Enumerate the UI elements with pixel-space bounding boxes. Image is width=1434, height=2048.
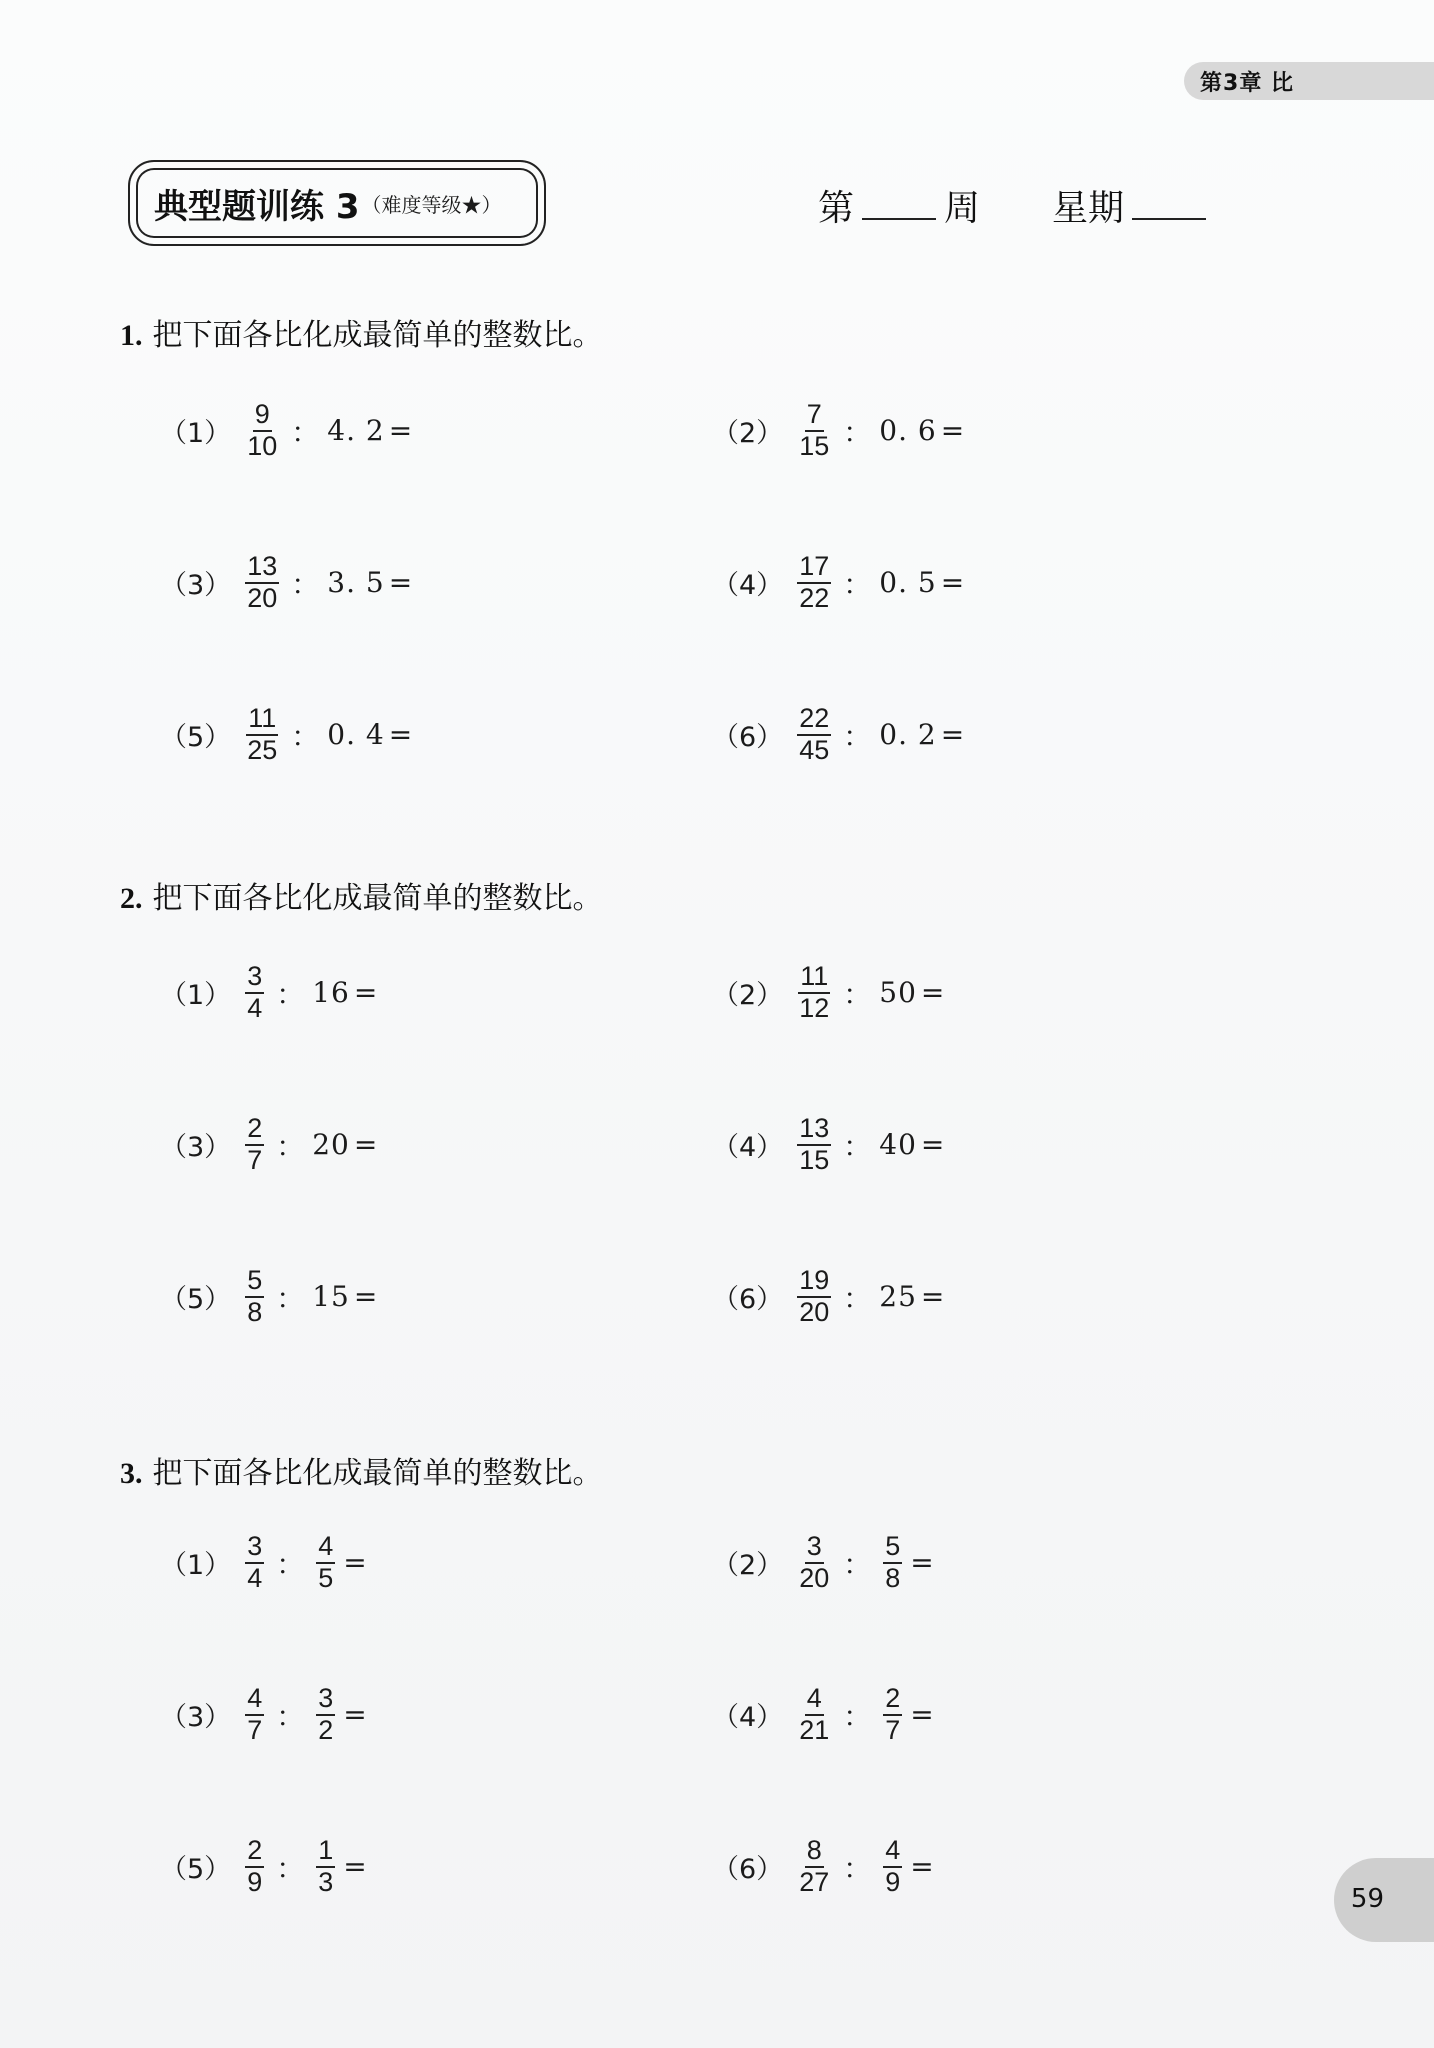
problem-index: （3） xyxy=(160,570,232,602)
schedule-line xyxy=(818,180,1214,231)
denominator: 4 xyxy=(247,992,263,1023)
numerator: 4 xyxy=(883,1836,902,1868)
fraction xyxy=(245,1266,264,1327)
fraction xyxy=(797,962,831,1023)
problem-item xyxy=(160,552,412,613)
fraction xyxy=(316,1836,335,1897)
ratio-value: 40 xyxy=(879,1128,917,1162)
problem-item xyxy=(160,1266,377,1327)
colon-symbol: ： xyxy=(291,719,320,753)
page-number-tab xyxy=(1334,1858,1434,1942)
colon-symbol: ： xyxy=(843,1547,872,1581)
section-title: 3. 把下面各比化成最简单的整数比。 xyxy=(120,1456,603,1491)
problem-index: （4） xyxy=(712,1132,784,1164)
ratio-value: 15 xyxy=(312,1280,350,1314)
ratio-value: 20 xyxy=(312,1128,350,1162)
problem-item xyxy=(160,1114,377,1175)
day-label: 星期 xyxy=(1052,188,1125,229)
ratio-value: 4. 2 xyxy=(327,414,385,448)
denominator: 7 xyxy=(247,1714,263,1745)
exercise-title: 典型题训练 3 xyxy=(154,186,360,227)
denominator: 8 xyxy=(247,1296,263,1327)
colon-symbol: ： xyxy=(843,1699,872,1733)
numerator: 9 xyxy=(253,400,272,432)
denominator: 20 xyxy=(799,1562,830,1593)
fraction xyxy=(245,1684,264,1745)
colon-symbol: ： xyxy=(843,415,872,449)
denominator: 9 xyxy=(885,1866,901,1897)
equals-sign: = xyxy=(343,1850,367,1884)
problem-index: （5） xyxy=(160,1284,232,1316)
ratio-value: 0. 2 xyxy=(879,718,937,752)
numerator: 13 xyxy=(797,1114,831,1146)
problem-item xyxy=(712,1684,934,1745)
fraction xyxy=(245,552,279,613)
numerator: 2 xyxy=(245,1836,264,1868)
problem-item xyxy=(712,1266,944,1327)
numerator: 11 xyxy=(798,962,830,994)
problem-index: （5） xyxy=(160,722,232,754)
numerator: 22 xyxy=(797,704,831,736)
fraction xyxy=(245,704,279,765)
problem-index: （5） xyxy=(160,1854,232,1886)
denominator: 2 xyxy=(318,1714,334,1745)
denominator: 20 xyxy=(247,582,278,613)
problem-index: （2） xyxy=(712,418,784,450)
fraction xyxy=(316,1532,335,1593)
problem-index: （6） xyxy=(712,1854,784,1886)
problem-item xyxy=(712,400,964,461)
problem-item xyxy=(712,704,964,765)
colon-symbol: ： xyxy=(276,1281,305,1315)
equals-sign: = xyxy=(388,566,413,600)
section-title: 2. 把下面各比化成最简单的整数比。 xyxy=(120,881,603,916)
problem-item xyxy=(712,552,964,613)
problem-item xyxy=(712,962,944,1023)
fraction xyxy=(316,1684,335,1745)
problem-index: （3） xyxy=(160,1132,232,1164)
fraction xyxy=(797,1836,831,1897)
denominator: 4 xyxy=(247,1562,263,1593)
numerator: 1 xyxy=(316,1836,335,1868)
ratio-value: 0. 5 xyxy=(879,566,937,600)
equals-sign: = xyxy=(388,718,413,752)
fraction xyxy=(245,962,264,1023)
equals-sign: = xyxy=(910,1546,934,1580)
numerator: 5 xyxy=(245,1266,264,1298)
numerator: 4 xyxy=(316,1532,335,1564)
problem-item xyxy=(160,962,377,1023)
section-2 xyxy=(120,873,1320,917)
numerator: 11 xyxy=(246,704,278,736)
exercise-title-box xyxy=(128,160,546,246)
problem-index: （4） xyxy=(712,1702,784,1734)
colon-symbol: ： xyxy=(843,719,872,753)
colon-symbol: ： xyxy=(276,1851,305,1885)
difficulty-label: （难度等级★） xyxy=(361,192,502,217)
colon-symbol: ： xyxy=(843,567,872,601)
chapter-label: 第3章 比 xyxy=(1200,71,1294,96)
numerator: 13 xyxy=(245,552,279,584)
denominator: 20 xyxy=(799,1296,830,1327)
denominator: 22 xyxy=(799,582,830,613)
colon-symbol: ： xyxy=(843,1851,872,1885)
ratio-value: 0. 4 xyxy=(327,718,385,752)
colon-symbol: ： xyxy=(843,977,872,1011)
equals-sign: = xyxy=(940,718,965,752)
week-prefix: 第 xyxy=(818,188,855,229)
colon-symbol: ： xyxy=(843,1281,872,1315)
page-number: 59 xyxy=(1350,1884,1384,1914)
equals-sign: = xyxy=(343,1546,367,1580)
denominator: 7 xyxy=(885,1714,901,1745)
equals-sign: = xyxy=(910,1850,934,1884)
colon-symbol: ： xyxy=(843,1129,872,1163)
denominator: 8 xyxy=(885,1562,901,1593)
denominator: 15 xyxy=(799,430,830,461)
numerator: 19 xyxy=(797,1266,831,1298)
equals-sign: = xyxy=(940,566,965,600)
problem-item xyxy=(712,1836,934,1897)
fraction xyxy=(883,1684,902,1745)
denominator: 5 xyxy=(318,1562,334,1593)
equals-sign: = xyxy=(343,1698,367,1732)
problem-item xyxy=(160,1836,367,1897)
equals-sign: = xyxy=(920,1128,945,1162)
problem-item xyxy=(160,1532,367,1593)
ratio-value: 0. 6 xyxy=(879,414,937,448)
colon-symbol: ： xyxy=(276,977,305,1011)
fraction xyxy=(245,1532,264,1593)
problem-index: （1） xyxy=(160,418,232,450)
problem-index: （2） xyxy=(712,1550,784,1582)
problem-item xyxy=(160,704,412,765)
ratio-value: 3. 5 xyxy=(327,566,385,600)
problem-index: （6） xyxy=(712,722,784,754)
denominator: 25 xyxy=(247,734,278,765)
denominator: 21 xyxy=(799,1714,830,1745)
fraction xyxy=(797,1532,831,1593)
fraction xyxy=(797,1684,831,1745)
colon-symbol: ： xyxy=(291,415,320,449)
fraction xyxy=(797,552,831,613)
problem-index: （1） xyxy=(160,1550,232,1582)
denominator: 7 xyxy=(247,1144,263,1175)
fraction xyxy=(883,1836,902,1897)
numerator: 3 xyxy=(316,1684,335,1716)
colon-symbol: ： xyxy=(276,1547,305,1581)
numerator: 2 xyxy=(883,1684,902,1716)
fraction xyxy=(245,400,279,461)
numerator: 4 xyxy=(805,1684,824,1716)
section-1 xyxy=(120,310,1320,354)
denominator: 12 xyxy=(799,992,830,1023)
problem-item xyxy=(712,1114,944,1175)
denominator: 10 xyxy=(247,430,278,461)
numerator: 3 xyxy=(245,1532,264,1564)
numerator: 4 xyxy=(245,1684,264,1716)
numerator: 7 xyxy=(805,400,824,432)
equals-sign: = xyxy=(940,414,965,448)
colon-symbol: ： xyxy=(276,1129,305,1163)
denominator: 9 xyxy=(247,1866,263,1897)
ratio-value: 25 xyxy=(879,1280,917,1314)
equals-sign: = xyxy=(353,1280,378,1314)
problem-index: （3） xyxy=(160,1702,232,1734)
fraction xyxy=(883,1532,902,1593)
week-blank[interactable] xyxy=(862,184,936,220)
numerator: 8 xyxy=(805,1836,824,1868)
equals-sign: = xyxy=(388,414,413,448)
week-suffix: 周 xyxy=(944,188,981,229)
denominator: 27 xyxy=(799,1866,830,1897)
problem-index: （2） xyxy=(712,980,784,1012)
numerator: 17 xyxy=(797,552,831,584)
problem-index: （1） xyxy=(160,980,232,1012)
numerator: 3 xyxy=(805,1532,824,1564)
fraction xyxy=(245,1836,264,1897)
problem-item xyxy=(712,1532,934,1593)
fraction xyxy=(797,1266,831,1327)
denominator: 3 xyxy=(318,1866,334,1897)
fraction xyxy=(797,704,831,765)
equals-sign: = xyxy=(920,976,945,1010)
fraction xyxy=(797,400,831,461)
ratio-value: 50 xyxy=(879,976,917,1010)
numerator: 3 xyxy=(245,962,264,994)
numerator: 2 xyxy=(245,1114,264,1146)
section-3 xyxy=(120,1448,1320,1492)
equals-sign: = xyxy=(910,1698,934,1732)
equals-sign: = xyxy=(353,976,378,1010)
problem-item xyxy=(160,1684,367,1745)
equals-sign: = xyxy=(353,1128,378,1162)
colon-symbol: ： xyxy=(276,1699,305,1733)
problem-index: （6） xyxy=(712,1284,784,1316)
denominator: 45 xyxy=(799,734,830,765)
colon-symbol: ： xyxy=(291,567,320,601)
section-title: 1. 把下面各比化成最简单的整数比。 xyxy=(120,318,603,353)
equals-sign: = xyxy=(920,1280,945,1314)
fraction xyxy=(797,1114,831,1175)
ratio-value: 16 xyxy=(312,976,350,1010)
day-blank[interactable] xyxy=(1132,184,1206,220)
denominator: 15 xyxy=(799,1144,830,1175)
numerator: 5 xyxy=(883,1532,902,1564)
problem-index: （4） xyxy=(712,570,784,602)
problem-item xyxy=(160,400,412,461)
fraction xyxy=(245,1114,264,1175)
